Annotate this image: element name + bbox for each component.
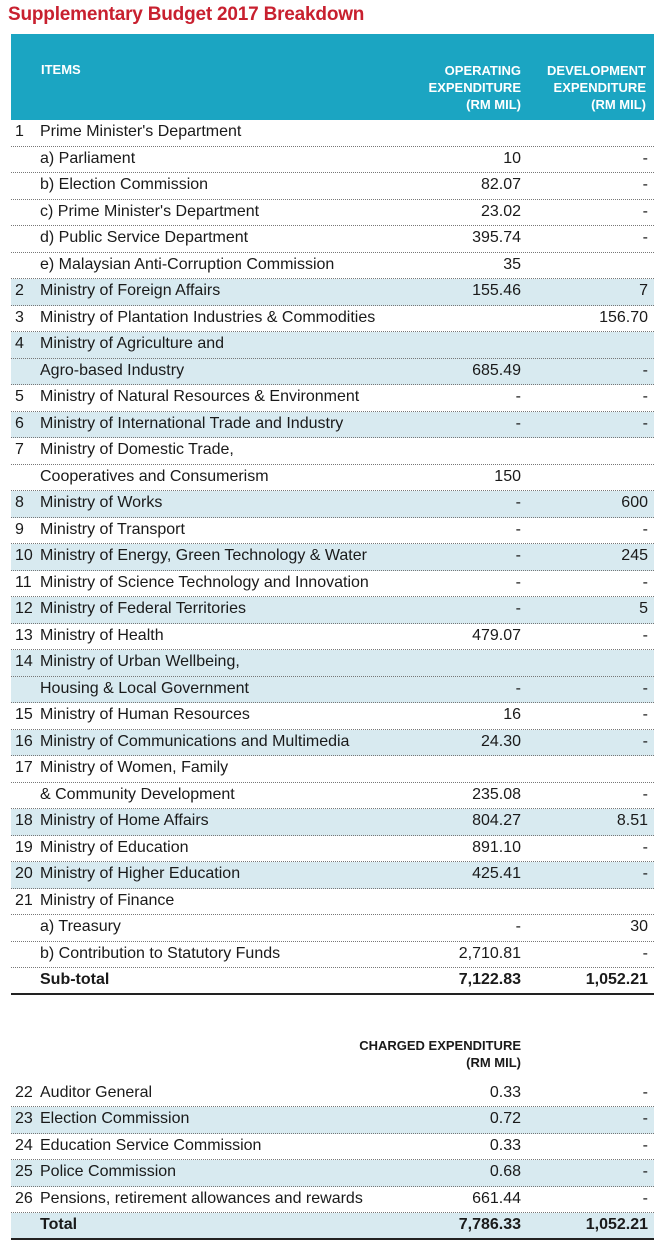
cell-label: Ministry of Urban Wellbeing, [40,653,240,670]
table-row [11,200,654,227]
cell-num: 25 [15,1163,33,1180]
cell-num: 4 [15,335,24,352]
cell-label: a) Parliament [40,149,136,167]
cell-label: Ministry of Higher Education [40,865,241,882]
cell-op: 24.30 [480,732,521,750]
cell-dev: - [642,1083,648,1101]
cell-num: 18 [15,812,33,829]
header-development-line: (RM MIL) [591,97,646,112]
cell-op: - [515,918,521,935]
table-row [11,412,654,439]
cell-num: 23 [15,1110,33,1127]
cell-op: 661.44 [472,1189,521,1207]
cell-label: Ministry of Finance [40,891,175,909]
cell-op: 23.02 [480,202,521,220]
cell-label: Education Service Commission [40,1136,262,1154]
header-operating-line: EXPENDITURE [428,80,521,95]
section-gap [11,995,654,1035]
cell-dev: - [642,944,648,962]
cell-op: 395.74 [472,229,521,246]
subtotal-row [11,968,654,995]
table-row [11,650,654,677]
header-items: ITEMS [41,62,81,77]
cell-dev: - [642,1163,648,1180]
cell-label: Ministry of Agriculture and [40,335,225,352]
cell-label: Ministry of Natural Resources & Environment [40,388,360,405]
cell-label: b) Contribution to Statutory Funds [40,944,281,962]
cell-op: - [515,547,521,564]
cell-op: 891.10 [472,838,521,856]
cell-label: Ministry of Women, Family [40,759,229,776]
cell-label: Ministry of Works [40,494,163,511]
header-development [526,62,646,113]
cell-op: 150 [494,467,521,485]
cell-op: - [515,600,521,617]
cell-label: Cooperatives and Consumerism [40,467,269,485]
cell-label: Ministry of Transport [40,520,185,538]
table-row [11,120,654,147]
cell-dev: - [642,573,648,591]
cell-dev: - [642,732,648,750]
budget-table-body [11,120,654,1240]
cell-num: 19 [15,838,33,856]
cell-num: 26 [15,1189,33,1207]
table-row [11,1187,654,1214]
cell-label: Auditor General [40,1083,153,1101]
cell-dev: - [642,361,648,379]
cell-num: 6 [15,414,24,432]
table-row [11,1160,654,1187]
table-row [11,809,654,836]
cell-label: Agro-based Industry [40,361,185,379]
cell-num: 13 [15,626,33,644]
cell-label: Ministry of Home Affairs [40,812,209,829]
cell-dev: - [642,785,648,803]
cell-num: 15 [15,706,33,723]
cell-label: Ministry of Foreign Affairs [40,282,221,299]
cell-label: c) Prime Minister's Department [40,202,260,220]
cell-label: e) Malaysian Anti-Corruption Commission [40,255,335,273]
cell-dev: 7 [639,282,648,299]
table-row [11,1107,654,1134]
cell-dev: 8.51 [616,812,648,829]
table-row [11,359,654,386]
cell-op: 82.07 [480,176,521,193]
table-row [11,703,654,730]
cell-label: a) Treasury [40,918,121,935]
table-row [11,571,654,598]
cell-label: Ministry of Science Technology and Innovation [40,573,369,591]
table-row [11,544,654,571]
charged-header [11,1035,654,1081]
cell-label: Ministry of Federal Territories [40,600,246,617]
table-row [11,518,654,545]
table-row [11,942,654,969]
table-row [11,1081,654,1108]
cell-num: 10 [15,547,33,564]
cell-label: d) Public Service Department [40,229,249,246]
cell-label: Ministry of Plantation Industries & Commodities [40,308,376,326]
table-row [11,173,654,200]
cell-dev: - [642,865,648,882]
header-development-line: EXPENDITURE [553,80,646,95]
table-row [11,438,654,465]
cell-op: 804.27 [472,812,521,829]
cell-op: - [515,573,521,591]
cell-dev: - [642,1110,648,1127]
cell-num: 8 [15,494,24,511]
cell-op: 425.41 [472,865,521,882]
table-row [11,730,654,757]
cell-label: Ministry of International Trade and Industry [40,414,344,432]
table-row [11,597,654,624]
cell-label: & Community Development [40,785,235,803]
cell-op: 7,122.83 [458,971,521,988]
table-row [11,783,654,810]
cell-label: Election Commission [40,1110,190,1127]
cell-op: 16 [503,706,521,723]
cell-op: 479.07 [472,626,521,644]
cell-label: Ministry of Energy, Green Technology & Water [40,547,367,564]
table-row [11,1134,654,1161]
cell-label: Prime Minister's Department [40,123,242,140]
cell-op: 10 [503,149,521,167]
table-row [11,332,654,359]
cell-dev: - [642,229,648,246]
cell-dev: - [642,176,648,193]
header-operating-line: OPERATING [444,63,521,78]
cell-num: 9 [15,520,24,538]
cell-op: 685.49 [472,361,521,379]
cell-num: 17 [15,759,33,776]
cell-dev: 1,052.21 [585,1216,648,1233]
cell-op: 0.33 [489,1136,521,1154]
cell-op: - [515,388,521,405]
cell-dev: - [642,202,648,220]
table-row [11,226,654,253]
cell-op: - [515,679,521,697]
total-row [11,1213,654,1240]
cell-dev: - [642,414,648,432]
cell-op: 2,710.81 [458,944,521,962]
cell-op: 0.68 [489,1163,521,1180]
cell-num: 24 [15,1136,33,1154]
header-operating-line: (RM MIL) [466,97,521,112]
cell-num: 21 [15,891,33,909]
table-row [11,385,654,412]
table-row [11,306,654,333]
header-operating [381,62,521,113]
cell-num: 14 [15,653,33,670]
cell-dev: 30 [630,918,648,935]
cell-dev: - [642,520,648,538]
cell-dev: - [642,1136,648,1154]
charged-header-label [321,1037,521,1071]
cell-op: 7,786.33 [458,1216,521,1233]
table-row [11,915,654,942]
cell-op: - [515,494,521,511]
cell-num: 3 [15,308,24,326]
cell-label: Pensions, retirement allowances and rewards [40,1189,363,1207]
cell-label: Sub-total [40,971,110,988]
table-row [11,253,654,280]
table-row [11,836,654,863]
cell-num: 11 [15,573,32,591]
cell-num: 5 [15,388,24,405]
cell-num: 1 [15,123,24,140]
cell-op: 35 [503,255,521,273]
table-row [11,624,654,651]
table-row [11,491,654,518]
table-row [11,862,654,889]
cell-dev: - [642,626,648,644]
cell-num: 22 [15,1083,33,1101]
table-row [11,279,654,306]
charged-header-line: (RM MIL) [466,1054,521,1070]
cell-dev: 600 [621,494,648,511]
cell-op: - [515,520,521,538]
table-row [11,465,654,492]
cell-num: 12 [15,600,33,617]
cell-dev: 156.70 [599,308,648,326]
cell-dev: - [642,1189,648,1207]
page-title: Supplementary Budget 2017 Breakdown [8,4,365,25]
cell-num: 2 [15,282,24,299]
cell-label: Ministry of Education [40,838,189,856]
header-development-line: DEVELOPMENT [547,63,646,78]
cell-op: 155.46 [472,282,521,299]
table-row [11,756,654,783]
cell-label: b) Election Commission [40,176,209,193]
cell-label: Ministry of Human Resources [40,706,250,723]
cell-num: 16 [15,732,33,750]
table-header [11,34,654,120]
table-row [11,147,654,174]
cell-label: Police Commission [40,1163,177,1180]
cell-op: 235.08 [472,785,521,803]
table-row [11,889,654,916]
cell-dev: 245 [621,547,648,564]
charged-header-line: CHARGED EXPENDITURE [359,1037,521,1053]
cell-op: 0.33 [489,1083,521,1101]
cell-label: Ministry of Domestic Trade, [40,441,234,458]
table-row [11,677,654,704]
cell-dev: - [642,679,648,697]
cell-dev: 1,052.21 [585,971,648,988]
cell-dev: - [642,388,648,405]
cell-op: - [515,414,521,432]
cell-label: Ministry of Health [40,626,164,644]
cell-label: Ministry of Communications and Multimedia [40,732,350,750]
cell-op: 0.72 [489,1110,521,1127]
cell-label: Total [40,1216,78,1233]
cell-num: 7 [15,441,24,458]
cell-dev: - [642,706,648,723]
cell-dev: 5 [639,600,648,617]
cell-label: Housing & Local Government [40,679,249,697]
cell-dev: - [642,838,648,856]
cell-num: 20 [15,865,33,882]
cell-dev: - [642,149,648,167]
